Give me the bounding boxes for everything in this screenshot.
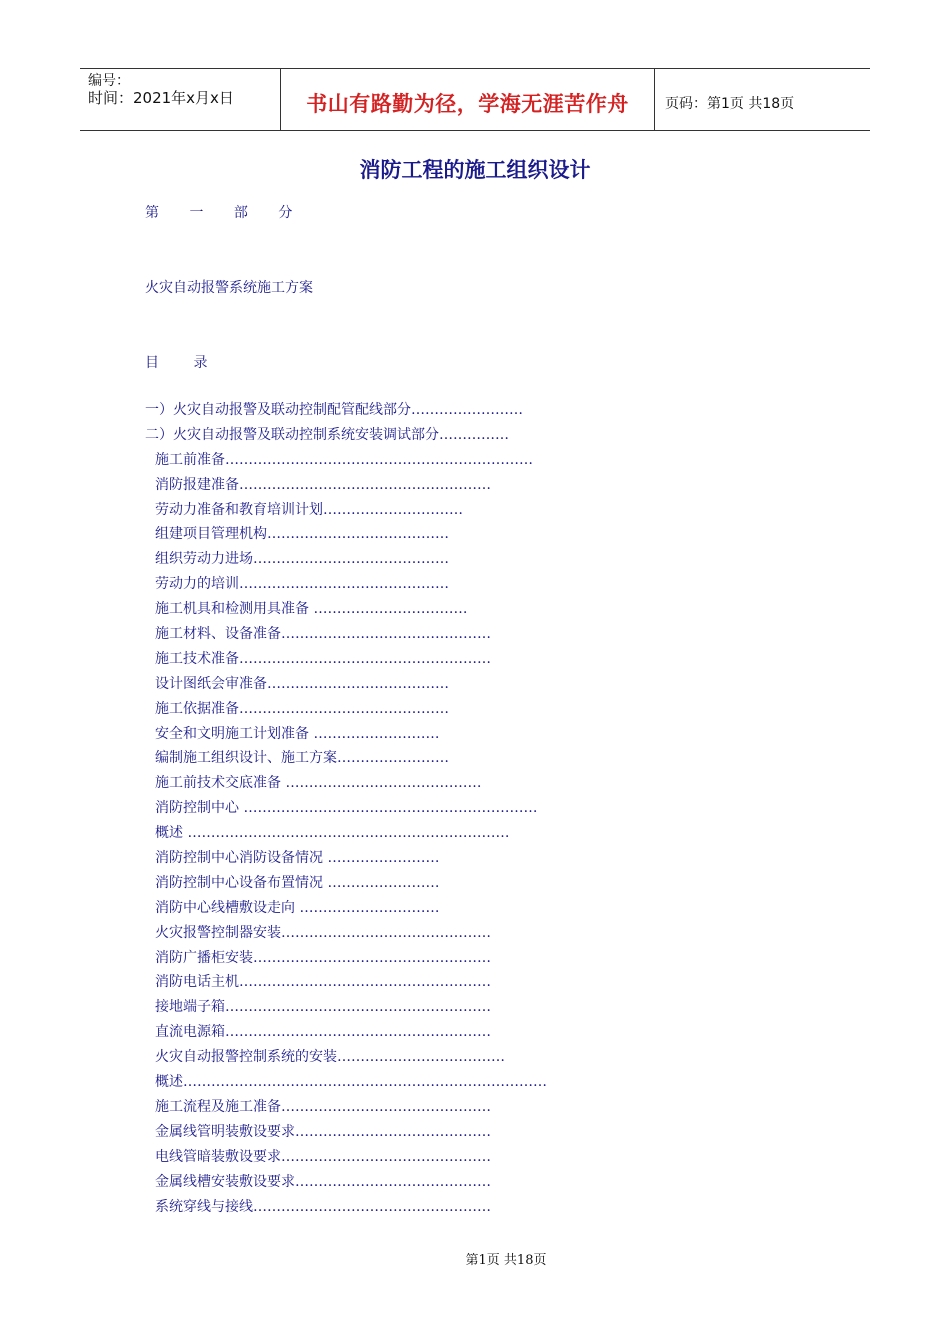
toc-item[interactable]: 施工前技术交底准备 …………………………………… xyxy=(155,775,482,792)
toc-item[interactable]: 电线管暗装敷设要求……………………………………… xyxy=(155,1148,491,1165)
toc-item[interactable]: 接地端子箱………………………………………………… xyxy=(155,999,491,1016)
toc-item[interactable]: 直流电源箱………………………………………………… xyxy=(155,1024,491,1041)
toc-item[interactable]: 安全和文明施工计划准备 ……………………… xyxy=(155,725,440,742)
toc-item[interactable]: 金属线槽安装敷设要求…………………………………… xyxy=(155,1173,491,1190)
toc-item[interactable]: 施工技术准备……………………………………………… xyxy=(155,650,491,667)
toc-item[interactable]: 劳动力准备和教育培训计划………………………… xyxy=(155,501,463,518)
toc-item[interactable]: 二）火灾自动报警及联动控制系统安装调试部分…………… xyxy=(145,426,509,443)
toc-item[interactable]: 施工材料、设备准备……………………………………… xyxy=(155,626,491,643)
document-number-label: 编号： xyxy=(88,73,130,89)
toc-item[interactable]: 施工前准备………………………………………………………… xyxy=(155,451,533,468)
document-title: 消防工程的施工组织设计 xyxy=(359,158,591,182)
header-page-label: 页码：第1页 共18页 xyxy=(665,95,795,112)
toc-item[interactable]: 组织劳动力进场…………………………………… xyxy=(155,551,449,568)
toc-item[interactable]: 概述 …………………………………………………………… xyxy=(155,825,510,842)
toc-heading: 目 录 xyxy=(145,355,208,371)
document-time-label: 时间：2021年x月x日 xyxy=(88,89,234,107)
toc-item[interactable]: 施工流程及施工准备……………………………………… xyxy=(155,1098,491,1115)
toc-item[interactable]: 消防中心线槽敷设走向 ………………………… xyxy=(155,899,440,916)
toc-item[interactable]: 编制施工组织设计、施工方案…………………… xyxy=(155,750,449,767)
toc-item[interactable]: 金属线管明装敷设要求…………………………………… xyxy=(155,1123,491,1140)
page-header xyxy=(80,68,870,131)
toc-item[interactable]: 火灾报警控制器安装……………………………………… xyxy=(155,924,491,941)
toc-item[interactable]: 劳动力的培训……………………………………… xyxy=(155,576,449,593)
toc-item[interactable]: 消防控制中心 ……………………………………………………… xyxy=(155,800,538,817)
toc-item[interactable]: 火灾自动报警控制系统的安装……………………………… xyxy=(155,1049,505,1066)
toc-item[interactable]: 消防广播柜安装…………………………………………… xyxy=(155,949,491,966)
toc-item[interactable]: 设计图纸会审准备………………………………… xyxy=(155,675,449,692)
toc-item[interactable]: 组建项目管理机构………………………………… xyxy=(155,526,449,543)
toc-item[interactable]: 消防报建准备……………………………………………… xyxy=(155,476,491,493)
toc-item[interactable]: 施工依据准备……………………………………… xyxy=(155,700,449,717)
toc-item[interactable]: 消防控制中心设备布置情况 …………………… xyxy=(155,874,440,891)
toc-item[interactable]: 消防控制中心消防设备情况 …………………… xyxy=(155,850,440,867)
table-of-contents xyxy=(145,400,547,1221)
section-subtitle: 火灾自动报警系统施工方案 xyxy=(145,280,313,296)
toc-item[interactable]: 消防电话主机……………………………………………… xyxy=(155,974,491,991)
part-heading: 第 一 部 分 xyxy=(145,205,293,221)
header-info-cell xyxy=(80,69,281,130)
toc-item[interactable]: 概述…………………………………………………………………… xyxy=(155,1074,547,1091)
toc-item[interactable]: 系统穿线与接线…………………………………………… xyxy=(155,1198,491,1215)
page-footer: 第1页 共18页 xyxy=(465,1253,547,1268)
header-motto: 书山有路勤为径，学海无涯苦作舟 xyxy=(281,69,655,130)
toc-item[interactable]: 一）火灾自动报警及联动控制配管配线部分…………………… xyxy=(145,402,523,418)
toc-item[interactable]: 施工机具和检测用具准备 …………………………… xyxy=(155,601,468,618)
